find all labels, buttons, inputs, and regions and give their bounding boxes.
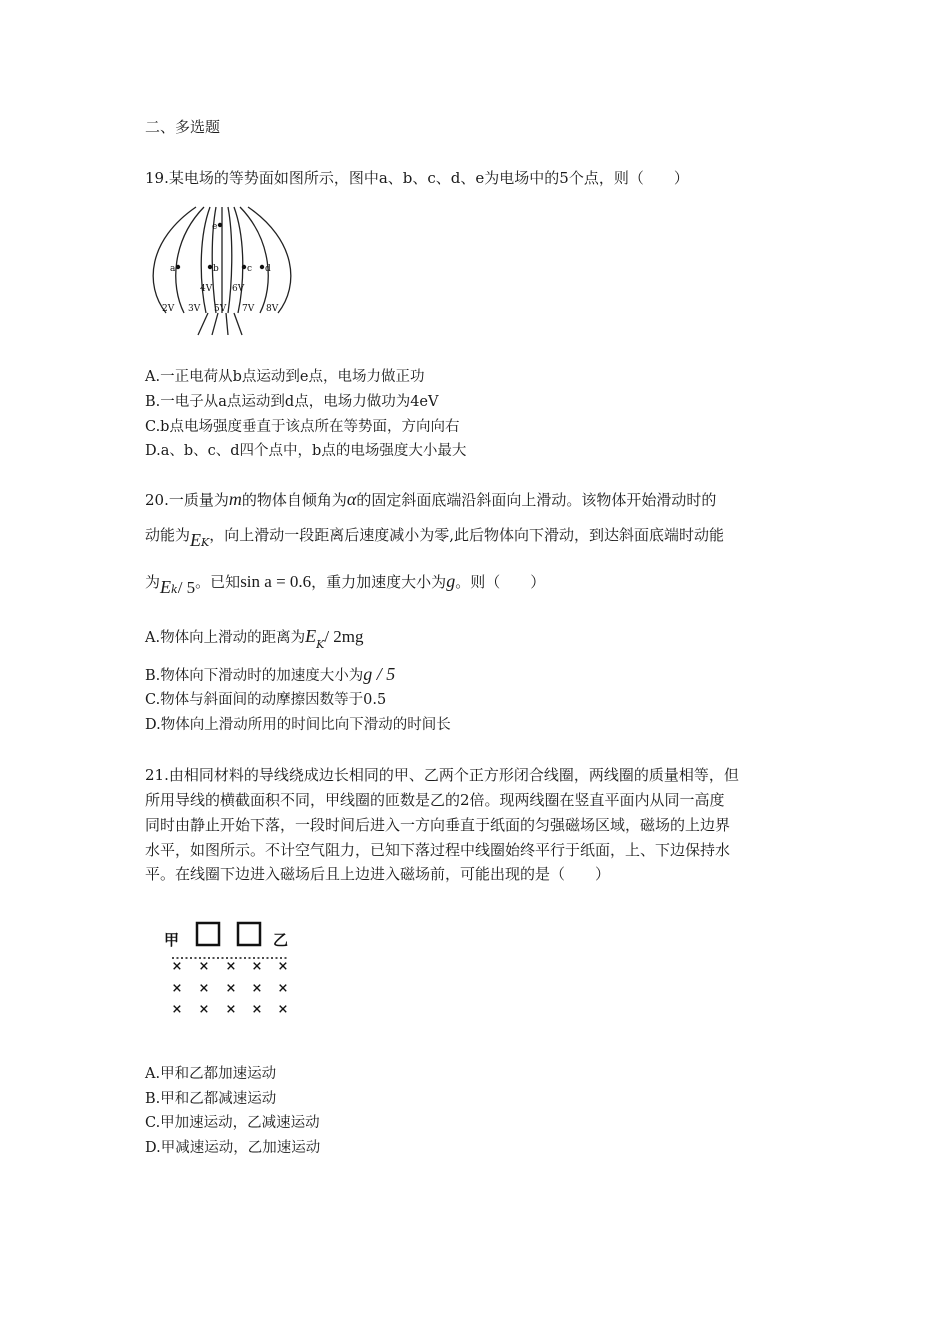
q19-option-c: C.b点电场强度垂直于该点所在等势面，方向向右 — [145, 419, 460, 435]
q20-stem-line1: 20.一质量为m的物体自倾角为α的固定斜面底端沿斜面向上滑动。该物体开始滑动时的 — [145, 489, 717, 509]
field-mark: × — [171, 981, 183, 996]
coil-label-yi: 乙 — [273, 931, 289, 949]
q19-option-a: A.一正电荷从b点运动到e点，电场力做正功 — [145, 369, 425, 385]
potential-label-8v: 8V — [266, 304, 279, 314]
potential-label-6v: 6V — [232, 284, 245, 294]
q21-option-c: C.甲加速运动，乙减速运动 — [145, 1115, 320, 1131]
q19-option-d: D.a、b、c、d四个点中，b点的电场强度大小最大 — [145, 443, 467, 459]
q20-stem-line3: 为$E_k/$ 5。已知sin a = 0.6，重力加速度大小为g。则（ ） — [145, 571, 546, 597]
potential-label-2v: 2V — [162, 304, 175, 314]
q19-option-b: B.一电子从a点运动到d点，电场力做功为4eV — [145, 394, 439, 410]
coil-label-jia: 甲 — [164, 931, 180, 949]
field-mark: × — [225, 1002, 237, 1017]
field-mark: × — [171, 959, 183, 974]
field-mark: × — [198, 1002, 210, 1017]
q21-option-d: D.甲减速运动，乙加速运动 — [145, 1140, 321, 1156]
field-mark: × — [225, 981, 237, 996]
point-label-c: c — [247, 264, 253, 274]
field-mark: × — [277, 1002, 289, 1017]
q21-stem-line5: 平。在线圈下边进入磁场后且上边进入磁场前，可能出现的是（ ） — [145, 865, 611, 883]
q21-magnetic-field-figure — [160, 915, 300, 1020]
point-label-b: b — [213, 264, 219, 274]
field-mark: × — [251, 1002, 263, 1017]
field-mark: × — [277, 981, 289, 996]
q21-stem-line4: 水平，如图所示。不计空气阻力，已知下落过程中线圈始终平行于纸面，上、下边保持水 — [145, 841, 731, 859]
potential-label-3v: 3V — [188, 304, 201, 314]
field-mark: × — [198, 981, 210, 996]
q19-equipotential-figure — [148, 205, 298, 340]
field-mark: × — [171, 1002, 183, 1017]
q21-stem-line1: 21.由相同材料的导线绕成边长相同的甲、乙两个正方形闭合线圈，两线圈的质量相等，但 — [145, 766, 739, 784]
q20-option-a: A.物体向上滑动的距离为$E_K/$ 2mg — [145, 626, 364, 651]
point-label-d: d — [265, 264, 271, 274]
q20-stem-line2: 动能为$E_K$，向上滑动一段距离后速度减小为零,此后物体向下滑动，到达斜面底端时动能 — [145, 526, 725, 550]
field-mark: × — [225, 959, 237, 974]
q20-option-d: D.物体向上滑动所用的时间比向下滑动的时间长 — [145, 717, 451, 733]
potential-label-7v: 7V — [242, 304, 255, 314]
field-mark: × — [251, 981, 263, 996]
field-mark: × — [251, 959, 263, 974]
section-title: 二、多选题 — [145, 118, 221, 136]
coil-jia-square — [197, 923, 219, 945]
q21-option-b: B.甲和乙都减速运动 — [145, 1091, 277, 1107]
coil-yi-square — [238, 923, 260, 945]
q20-option-c: C.物体与斜面间的动摩擦因数等于0.5 — [145, 692, 387, 708]
point-label-e: e — [212, 222, 218, 232]
q20-option-b: B.物体向下滑动时的加速度大小为g / 5 — [145, 664, 396, 684]
field-mark: × — [198, 959, 210, 974]
potential-label-4v: 4V — [200, 284, 213, 294]
potential-label-5v: 5V — [214, 304, 227, 314]
q21-stem-line2: 所用导线的横截面积不同，甲线圈的匝数是乙的2倍。现两线圈在竖直平面内从同一高度 — [145, 791, 725, 809]
q21-stem-line3: 同时由静止开始下落，一段时间后进入一方向垂直于纸面的匀强磁场区域，磁场的上边界 — [145, 816, 731, 834]
field-mark: × — [277, 959, 289, 974]
point-label-a: a — [170, 264, 176, 274]
q21-option-a: A.甲和乙都加速运动 — [145, 1066, 277, 1082]
q19-stem: 19.某电场的等势面如图所示，图中a、b、c、d、e为电场中的5个点，则（ ） — [145, 169, 689, 187]
